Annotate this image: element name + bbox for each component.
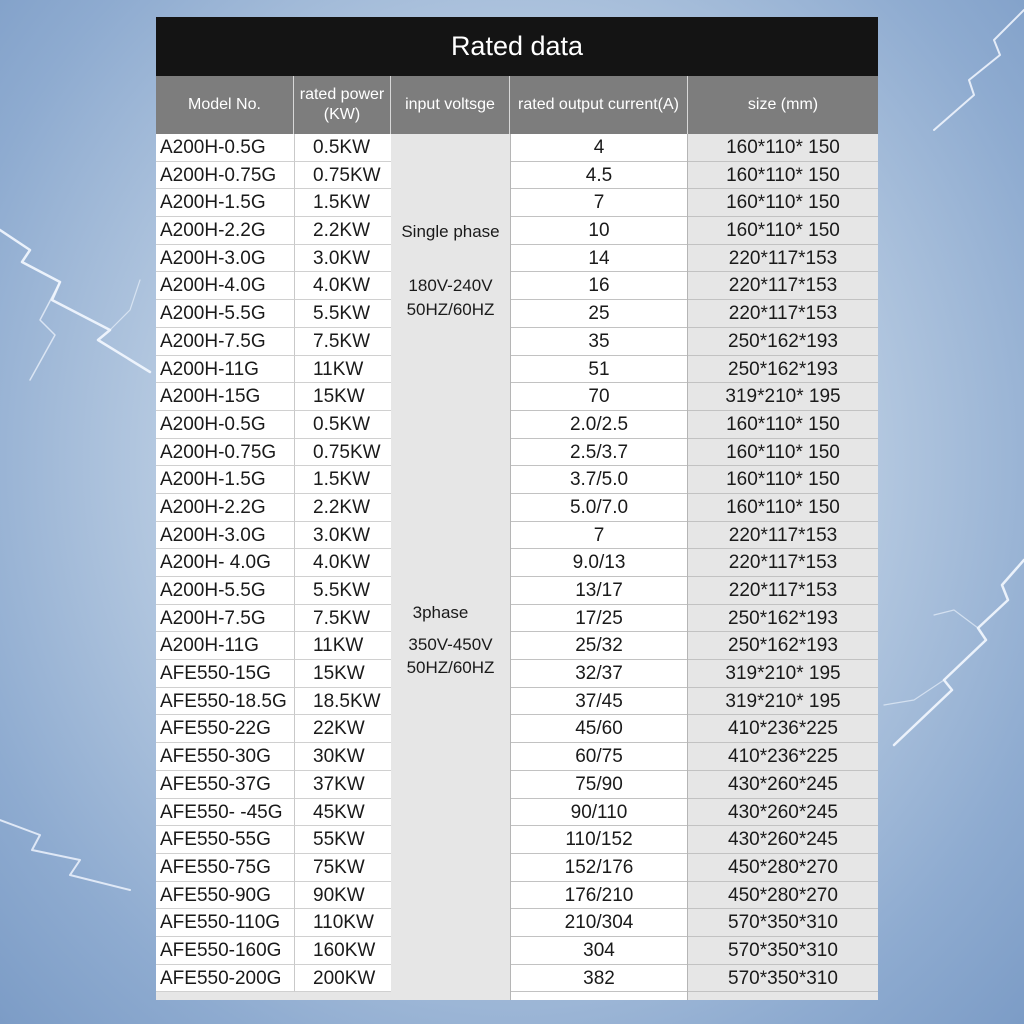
power-cell: 1.5KW (294, 189, 391, 217)
power-cell: 90KW (294, 882, 391, 910)
power-cell: 22KW (294, 715, 391, 743)
current-cell: 7 (511, 522, 687, 550)
model-cell: AFE550-160G (156, 937, 294, 965)
current-cell: 382 (511, 965, 687, 993)
current-cell: 37/45 (511, 688, 687, 716)
model-cell: A200H-0.75G (156, 439, 294, 467)
model-cell: A200H-7.5G (156, 605, 294, 633)
power-cell: 15KW (294, 383, 391, 411)
power-cell: 37KW (294, 771, 391, 799)
power-cell: 0.5KW (294, 411, 391, 439)
voltage-frequency: 50HZ/60HZ (406, 658, 495, 677)
current-cell: 14 (511, 245, 687, 273)
power-cell: 7.5KW (294, 328, 391, 356)
model-cell: A200H-0.75G (156, 162, 294, 190)
power-cell: 55KW (294, 826, 391, 854)
lightning-right-icon (874, 0, 1024, 1024)
model-cell: A200H-1.5G (156, 189, 294, 217)
model-cell: A200H-0.5G (156, 411, 294, 439)
voltage-group-three (391, 411, 510, 1000)
current-cell: 2.5/3.7 (511, 439, 687, 467)
power-cell: 200KW (294, 965, 391, 993)
current-cell: 2.0/2.5 (511, 411, 687, 439)
current-cell: 25/32 (511, 632, 687, 660)
rated-data-table (156, 17, 878, 1000)
current-cell: 60/75 (511, 743, 687, 771)
current-cell: 70 (511, 383, 687, 411)
size-cell: 319*210* 195 (688, 688, 878, 716)
model-cell: A200H-4.0G (156, 272, 294, 300)
size-cell: 160*110* 150 (688, 134, 878, 162)
voltage-group-single (391, 134, 510, 412)
size-cell: 250*162*193 (688, 356, 878, 384)
power-cell: 4.0KW (294, 549, 391, 577)
power-cell: 15KW (294, 660, 391, 688)
current-cell: 4 (511, 134, 687, 162)
current-cell: 51 (511, 356, 687, 384)
size-cell: 160*110* 150 (688, 466, 878, 494)
size-cell: 450*280*270 (688, 882, 878, 910)
voltage-range: 350V-450V (408, 635, 493, 654)
size-cell: 430*260*245 (688, 826, 878, 854)
current-cell: 16 (511, 272, 687, 300)
header-current: rated output current(A) (510, 76, 688, 134)
power-cell: 30KW (294, 743, 391, 771)
header-voltage: input voltsge (391, 76, 510, 134)
model-cell: AFE550-30G (156, 743, 294, 771)
power-cell: 3.0KW (294, 522, 391, 550)
size-cell: 410*236*225 (688, 743, 878, 771)
model-cell: A200H-1.5G (156, 466, 294, 494)
model-cell: AFE550-75G (156, 854, 294, 882)
size-cell: 160*110* 150 (688, 162, 878, 190)
current-cell: 176/210 (511, 882, 687, 910)
current-cell: 10 (511, 217, 687, 245)
size-cell: 160*110* 150 (688, 189, 878, 217)
model-cell: A200H-2.2G (156, 494, 294, 522)
model-cell: A200H- 4.0G (156, 549, 294, 577)
size-cell: 160*110* 150 (688, 217, 878, 245)
model-cell: AFE550-37G (156, 771, 294, 799)
current-cell: 25 (511, 300, 687, 328)
power-cell: 2.2KW (294, 494, 391, 522)
size-cell: 220*117*153 (688, 245, 878, 273)
size-cell: 570*350*310 (688, 937, 878, 965)
size-cell: 220*117*153 (688, 522, 878, 550)
size-cell: 430*260*245 (688, 799, 878, 827)
size-cell: 250*162*193 (688, 632, 878, 660)
header-size: size (mm) (688, 76, 878, 134)
model-cell: A200H-3.0G (156, 522, 294, 550)
model-cell: A200H-15G (156, 383, 294, 411)
power-cell: 5.5KW (294, 300, 391, 328)
model-cell: AFE550-200G (156, 965, 294, 993)
model-cell: AFE550- -45G (156, 799, 294, 827)
power-column (294, 134, 391, 992)
current-cell: 7 (511, 189, 687, 217)
size-cell: 160*110* 150 (688, 411, 878, 439)
power-cell: 11KW (294, 356, 391, 384)
current-cell: 210/304 (511, 909, 687, 937)
current-cell: 4.5 (511, 162, 687, 190)
model-cell: A200H-3.0G (156, 245, 294, 273)
current-cell: 9.0/13 (511, 549, 687, 577)
voltage-phase: 3phase (412, 603, 469, 622)
model-cell: A200H-11G (156, 632, 294, 660)
power-cell: 5.5KW (294, 577, 391, 605)
current-cell: 13/17 (511, 577, 687, 605)
model-cell: AFE550-55G (156, 826, 294, 854)
current-cell: 17/25 (511, 605, 687, 633)
power-cell: 110KW (294, 909, 391, 937)
power-cell: 11KW (294, 632, 391, 660)
size-cell: 220*117*153 (688, 272, 878, 300)
size-cell: 430*260*245 (688, 771, 878, 799)
model-cell: AFE550-22G (156, 715, 294, 743)
model-cell: A200H-0.5G (156, 134, 294, 162)
model-cell: A200H-11G (156, 356, 294, 384)
current-cell: 90/110 (511, 799, 687, 827)
model-cell: AFE550-18.5G (156, 688, 294, 716)
model-cell: A200H-7.5G (156, 328, 294, 356)
power-cell: 160KW (294, 937, 391, 965)
power-cell: 0.75KW (294, 439, 391, 467)
size-cell: 570*350*310 (688, 965, 878, 993)
power-cell: 75KW (294, 854, 391, 882)
current-cell: 35 (511, 328, 687, 356)
model-cell: A200H-5.5G (156, 577, 294, 605)
current-cell: 45/60 (511, 715, 687, 743)
size-cell: 250*162*193 (688, 328, 878, 356)
size-cell: 220*117*153 (688, 577, 878, 605)
header-power: rated power (KW) (294, 76, 391, 134)
power-cell: 7.5KW (294, 605, 391, 633)
voltage-range: 180V-240V (408, 276, 493, 295)
current-cell: 32/37 (511, 660, 687, 688)
model-cell: AFE550-110G (156, 909, 294, 937)
model-column (156, 134, 294, 992)
size-cell: 160*110* 150 (688, 494, 878, 522)
current-cell: 3.7/5.0 (511, 466, 687, 494)
size-cell: 220*117*153 (688, 549, 878, 577)
model-cell: AFE550-90G (156, 882, 294, 910)
lightning-left-icon (0, 0, 160, 1024)
current-cell: 5.0/7.0 (511, 494, 687, 522)
size-cell: 250*162*193 (688, 605, 878, 633)
size-cell: 319*210* 195 (688, 660, 878, 688)
power-cell: 0.5KW (294, 134, 391, 162)
size-cell: 160*110* 150 (688, 439, 878, 467)
model-cell: A200H-5.5G (156, 300, 294, 328)
current-cell: 75/90 (511, 771, 687, 799)
size-cell: 570*350*310 (688, 909, 878, 937)
power-cell: 1.5KW (294, 466, 391, 494)
power-cell: 0.75KW (294, 162, 391, 190)
model-cell: AFE550-15G (156, 660, 294, 688)
size-column (688, 134, 878, 992)
power-cell: 3.0KW (294, 245, 391, 273)
size-cell: 319*210* 195 (688, 383, 878, 411)
power-cell: 18.5KW (294, 688, 391, 716)
size-cell: 220*117*153 (688, 300, 878, 328)
current-cell: 110/152 (511, 826, 687, 854)
current-column (510, 134, 688, 1000)
voltage-phase: Single phase (401, 222, 500, 241)
power-cell: 2.2KW (294, 217, 391, 245)
size-cell: 410*236*225 (688, 715, 878, 743)
model-cell: A200H-2.2G (156, 217, 294, 245)
current-cell: 304 (511, 937, 687, 965)
power-cell: 45KW (294, 799, 391, 827)
table-title: Rated data (156, 17, 878, 76)
current-cell: 152/176 (511, 854, 687, 882)
voltage-frequency: 50HZ/60HZ (406, 300, 495, 319)
size-cell: 450*280*270 (688, 854, 878, 882)
header-model: Model No. (156, 76, 294, 134)
power-cell: 4.0KW (294, 272, 391, 300)
